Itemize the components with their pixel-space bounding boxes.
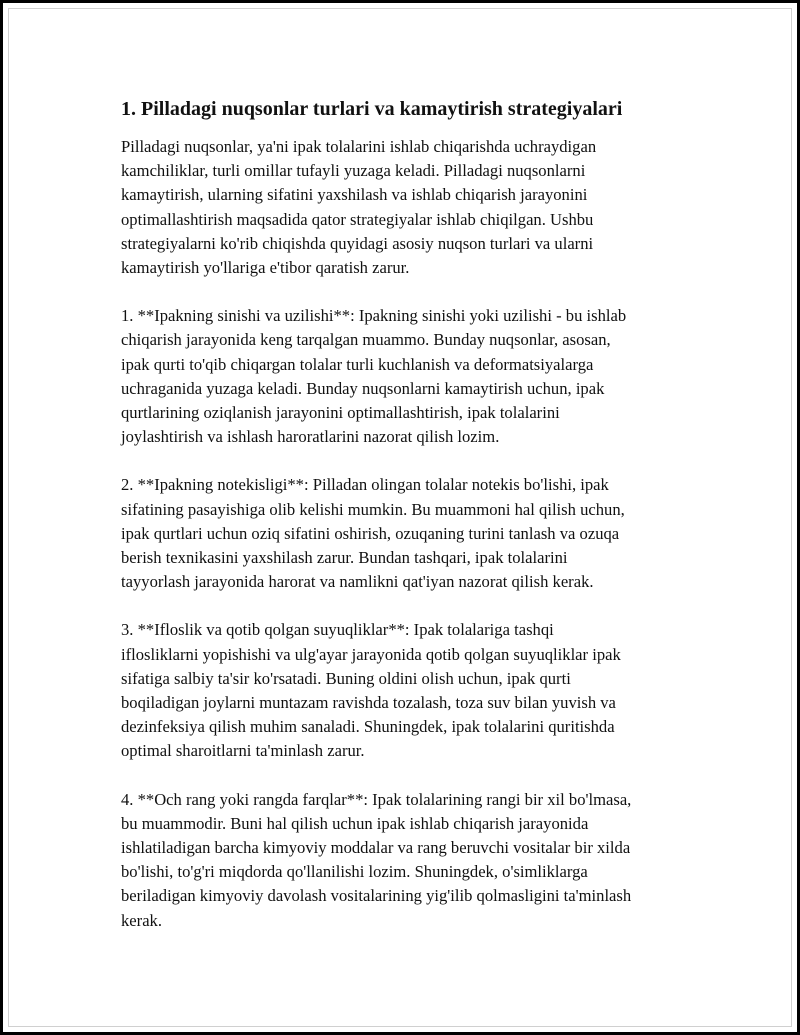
- section-heading: 1. Pilladagi nuqsonlar turlari va kamaytirish strategiyalari: [121, 98, 623, 120]
- intro-paragraph: Pilladagi nuqsonlar, ya'ni ipak tolalarini ishlab chiqarishda uchraydigan kamchiliklar, turli omillar tufayli yuzaga keladi. Pilladagi nuqsonlarni kamaytirish, ularning sifatini yaxshilash va ishlab chiqarish jarayonini optimallashtirish maqsadida qator strategiyalar ishlab chiqilgan. Ushbu strategiyalarni ko'rib chiqishda quyidagi asosiy nuqson turlari va ularni kamaytirish yo'llariga e'tibor qaratish zarur.: [121, 137, 597, 278]
- paragraph-item-1: 1. **Ipakning sinishi va uzilishi**: Ipakning sinishi yoki uzilishi - bu ishlab chiqarish jarayonida keng tarqalgan muammo. Bunday nuqsonlar, asosan, ipak qurti to'qib chiqargan tolalar turli kuchlanish va deformatsiyalarga uchraganida yuzaga keladi. Bunday nuqsonlarni kamaytirish uchun, ipak qurtlarining oziqlanish jarayonini optimallashtirish, ipak tolalarini joylashtirish va ishlash haroratlarini nazorat qilish lozim.: [121, 306, 627, 447]
- paragraph-item-2: 2. **Ipakning notekisligi**: Pilladan olingan tolalar notekis bo'lishi, ipak sifatining pasayishiga olib kelishi mumkin. Bu muammoni hal qilish uchun, ipak qurtlari uchun oziq sifatini oshirish, ozuqaning turini tanlash va ozuqa berish texnikasini yaxshilash zarur. Bundan tashqari, ipak tolalarini tayyorlash jarayonida harorat va namlikni qat'iyan nazorat qilish kerak.: [121, 475, 625, 592]
- paragraph-item-3: 3. **Ifloslik va qotib qolgan suyuqliklar**: Ipak tolalariga tashqi iflosliklarni yopishishi va ulg'ayar jarayonida qotib qolgan suyuqliklar ipak sifatiga salbiy ta'sir ko'rsatadi. Buning oldini olish uchun, ipak qurti boqiladigan joylarni muntazam ravishda tozalash, toza suv bilan yuvish va dezinfeksiya qilish muhim sanaladi. Shuningdek, ipak tolalarini quritishda optimal sharoitlarni ta'minlash zarur.: [121, 620, 621, 761]
- document-content: [121, 96, 691, 957]
- paragraph-item-4: 4. **Och rang yoki rangda farqlar**: Ipak tolalarining rangi bir xil bo'lmasa, bu muammodir. Buni hal qilish uchun ipak ishlab chiqarish jarayonida ishlatiladigan barcha kimyoviy moddalar va rang beruvchi vositalar bir xilda bo'lishi, to'g'ri miqdorda qo'llanilishi lozim. Shuningdek, o'simliklarga beriladigan kimyoviy davolash vositalarining yig'ilib qolmasligini ta'minlash kerak.: [121, 789, 632, 930]
